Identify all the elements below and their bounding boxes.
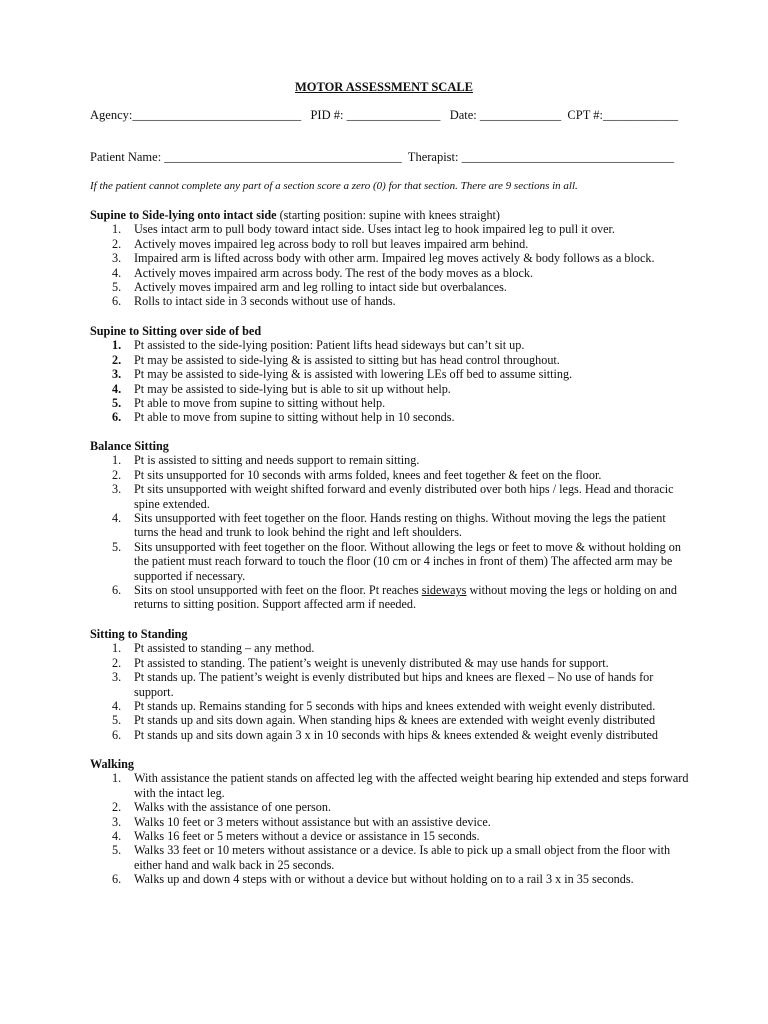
list-item: 1. Pt assisted to the side-lying position: Patient lifts head sideways but can’t sit up. [112,338,525,353]
list-item: 3. Walks 10 feet or 3 meters without assistance but with an assistive device. [112,814,491,829]
list-item: 6. Walks up and down 4 steps with or without a device but without holding on to a rail 3 x in 35 seconds. [112,872,634,887]
section-heading: Walking [90,757,135,771]
section-heading: Supine to Sitting over side of bed [90,324,262,338]
list-item: 1. Uses intact arm to pull body toward intact side. Uses intact leg to hook impaired leg to pull it over. [112,222,615,237]
page-title: MOTOR ASSESSMENT SCALE [294,80,474,94]
instruction-note: If the patient cannot complete any part of a section score a zero (0) for that section. There are 9 sections in all. [90,180,578,192]
list-item: 2. Pt sits unsupported for 10 seconds with arms folded, knees and feet together & feet on the floor. [112,467,602,482]
list-item: 5. Pt stands up and sits down again. When standing hips & knees are extended with weight evenly distributed [112,713,656,728]
list-item: 6. Pt stands up and sits down again 3 x in 10 seconds with hips & knees extended & weight evenly distributed [112,727,658,742]
header-patient-line: Patient Name: ______________________________________ Therapist: __________________________________ [90,150,675,164]
list-item: 6. Sits on stool unsupported with feet on the floor. Pt reaches sideways without moving the legs or holding on and returns to sitting position. Support affected arm if needed. [112,583,677,612]
list-item: 5. Sits unsupported with feet together on the floor. Without allowing the legs or feet to move & without holding on the patient must reach forward to touch the floor (10 cm or 4 inches in front of them) The affected arm may be supported if necessary. [112,539,681,583]
list-item: 5. Walks 33 feet or 10 meters without assistance or a device. Is able to pick up a small object from the floor with either hand and walk back in 25 seconds. [112,843,671,872]
list-item: 5. Actively moves impaired arm and leg rolling to intact side but overbalances. [112,280,507,295]
section-sitting-to-standing [90,627,690,742]
list-item: 4. Pt stands up. Remains standing for 5 seconds with hips and knees extended with weight evenly distributed. [112,699,656,714]
list-item: 1. Pt assisted to standing – any method. [112,641,315,656]
list-item: 2. Walks with the assistance of one person. [112,800,332,815]
list-item: 4. Sits unsupported with feet together on the floor. Hands resting on thighs. Without moving the legs the patient turns the head and trunk to look behind the right and left shoulders. [112,511,666,540]
section-supine-to-side-lying [90,208,690,309]
list-item: 3. Pt sits unsupported with weight shifted forward and evenly distributed over both hips / legs. Head and thoracic spine extended. [112,482,674,511]
section-heading: Sitting to Standing [90,627,188,641]
list-item: 1. With assistance the patient stands on affected leg with the affected weight bearing hip extended and steps forward with the intact leg. [112,771,689,800]
list-item: 1. Pt is assisted to sitting and needs support to remain sitting. [112,453,420,468]
section-walking [90,757,690,887]
list-item: 3. Impaired arm is lifted across body with other arm. Impaired leg moves actively & body follows as a block. [112,251,655,266]
list-item: 4. Pt may be assisted to side-lying but is able to sit up without help. [112,381,451,396]
list-item: 2. Actively moves impaired leg across body to roll but leaves impaired arm behind. [112,236,529,251]
list-item: 4. Walks 16 feet or 5 meters without a device or assistance in 15 seconds. [112,829,480,844]
emphasis-sideways: sideways [421,583,467,598]
list-item: 6. Pt able to move from supine to sitting without help in 10 seconds. [112,410,455,425]
section-supine-to-sitting [90,324,690,425]
list-item: 6. Rolls to intact side in 3 seconds without use of hands. [112,294,396,309]
list-item: 2. Pt may be assisted to side-lying & is assisted to sitting but has head control throughout. [112,352,560,367]
list-item: 2. Pt assisted to standing. The patient’s weight is unevenly distributed & may use hands for support. [112,655,609,670]
section-heading: Supine to Side-lying onto intact side (starting position: supine with knees straight) [90,208,500,222]
section-heading: Balance Sitting [90,439,169,453]
section-balance-sitting [90,439,690,612]
list-item: 4. Actively moves impaired arm across body. The rest of the body moves as a block. [112,265,534,280]
list-item: 3. Pt stands up. The patient’s weight is evenly distributed but hips and knees are flexed – No use of hands for support. [112,670,654,699]
header-agency-line: Agency:___________________________ PID #: _______________ Date: _____________ CPT #:____________ [90,108,678,122]
list-item: 3. Pt may be assisted to side-lying & is assisted with lowering LEs off bed to assume sitting. [112,367,573,382]
list-item: 5. Pt able to move from supine to sitting without help. [112,396,386,411]
